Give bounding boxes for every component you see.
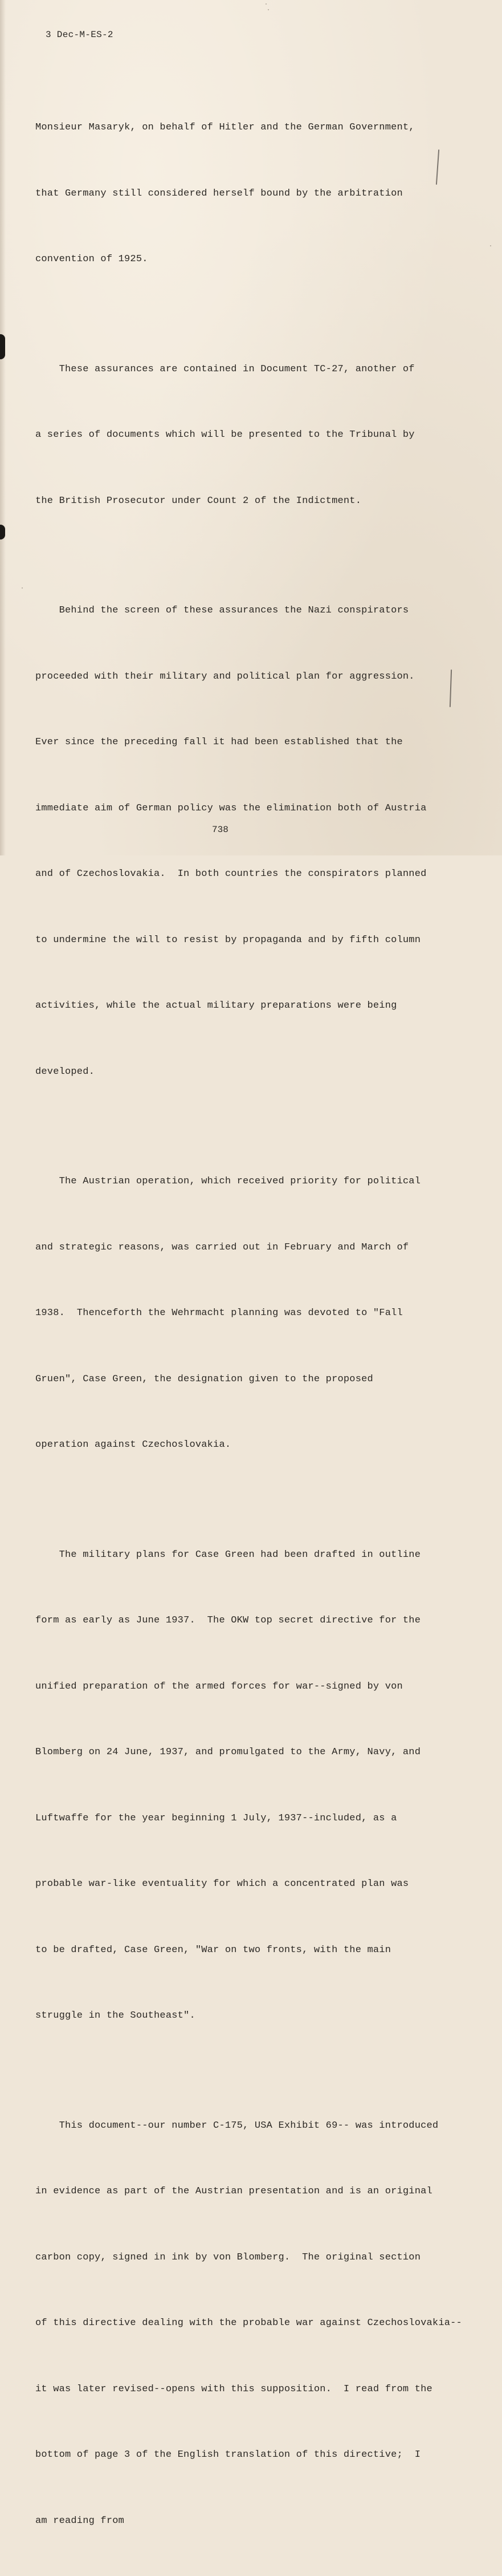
text-line: in evidence as part of the Austrian presentation and is an original [35, 2181, 446, 2203]
text-line: probable war-like eventuality for which a concentrated plan was [35, 1873, 446, 1896]
text-line: Luftwaffe for the year beginning 1 July, 1937--included, as a [35, 1808, 446, 1830]
text-line: and strategic reasons, was carried out in February and March of [35, 1237, 446, 1259]
binder-hole [0, 334, 5, 359]
text-line: bottom of page 3 of the English translation of this directive; I [35, 2444, 446, 2467]
paragraph [35, 1127, 446, 1500]
page-edge-shadow [0, 0, 6, 855]
text-line: 1938. Thenceforth the Wehrmacht planning was devoted to "Fall [35, 1303, 446, 1325]
text-line: activities, while the actual military preparations were being [35, 995, 446, 1017]
margin-pencil-mark [450, 670, 452, 707]
paper-speck [266, 3, 267, 5]
text-line: a series of documents which will be presented to the Tribunal by [35, 424, 446, 447]
paper-speck [22, 587, 23, 589]
text-line: These assurances are contained in Document TC-27, another of [35, 359, 446, 381]
text-line: and of Czechoslovakia. In both countries the conspirators planned [35, 863, 446, 886]
text-line: Blomberg on 24 June, 1937, and promulgated to the Army, Navy, and [35, 1742, 446, 1764]
text-line: carbon copy, signed in ink by von Blomberg. The original section [35, 2247, 446, 2269]
text-line: unified preparation of the armed forces for war--signed by von [35, 1676, 446, 1698]
text-line: to undermine the will to resist by propaganda and by fifth column [35, 930, 446, 952]
text-line: The Austrian operation, which received priority for political [35, 1171, 446, 1193]
text-line: The military plans for Case Green had been drafted in outline [35, 1544, 446, 1567]
text-line: immediate aim of German policy was the elimination both of Austria [35, 798, 446, 820]
paragraph [35, 2071, 446, 2576]
paragraph [35, 73, 446, 315]
text-line: Ever since the preceding fall it had been established that the [35, 732, 446, 754]
text-line: Gruen", Case Green, the designation given to the proposed [35, 1369, 446, 1391]
text-line: struggle in the Southeast". [35, 2005, 446, 2027]
text-line: Monsieur Masaryk, on behalf of Hitler and the German Government, [35, 117, 446, 139]
paragraph [35, 1500, 446, 2071]
text-line: to be drafted, Case Green, "War on two fronts, with the main [35, 1940, 446, 1962]
paragraph [35, 556, 446, 1127]
text-line: it was later revised--opens with this supposition. I read from the [35, 2379, 446, 2401]
paper-speck [268, 9, 269, 10]
text-line: Behind the screen of these assurances the Nazi conspirators [35, 600, 446, 622]
text-line: am reading from [35, 2510, 446, 2533]
page-number: 738 [212, 825, 228, 835]
text-line: operation against Czechoslovakia. [35, 1434, 446, 1457]
text-line: the British Prosecutor under Count 2 of the Indictment. [35, 490, 446, 513]
paragraph [35, 315, 446, 557]
binder-hole [0, 525, 5, 539]
text-line: convention of 1925. [35, 249, 446, 271]
text-line: proceeded with their military and political plan for aggression. [35, 666, 446, 688]
text-line: of this directive dealing with the probable war against Czechoslovakia-- [35, 2313, 446, 2335]
document-id: 3 Dec-M-ES-2 [46, 30, 113, 40]
text-line: This document--our number C-175, USA Exhibit 69-- was introduced [35, 2115, 446, 2137]
document-body [35, 73, 446, 2576]
text-line: that Germany still considered herself bound by the arbitration [35, 183, 446, 205]
text-line: form as early as June 1937. The OKW top secret directive for the [35, 1610, 446, 1632]
paper-speck [490, 245, 491, 246]
document-page [0, 0, 502, 855]
text-line: developed. [35, 1061, 446, 1084]
